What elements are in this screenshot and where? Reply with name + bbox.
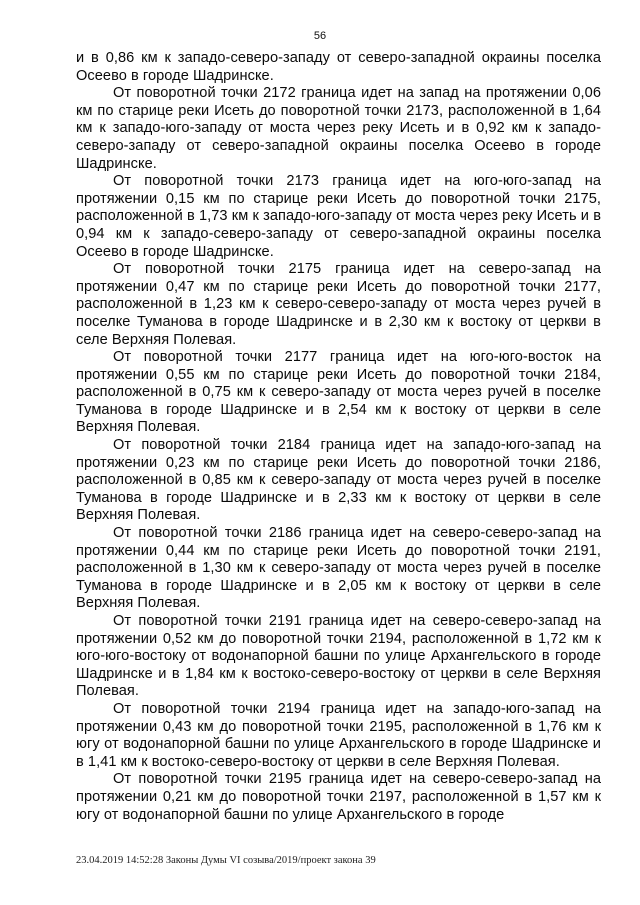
paragraph-continuation: и в 0,86 км к западо-северо-западу от северо-западной окраины поселка Осеево в городе Шадринске. xyxy=(76,50,601,84)
document-body xyxy=(76,50,601,824)
page-number: 56 xyxy=(313,30,327,42)
paragraph-point-2177: От поворотной точки 2177 граница идет на юго-юго-восток на протяжении 0,55 км по старице реки Исеть до поворотной точки 2184, расположенной в 0,75 км к северо-западу от моста через ручей в поселке Туманова в городе Шадринске и в 2,54 км к востоку от церкви в селе Верхняя Полевая. xyxy=(76,349,601,436)
footer-stamp: 23.04.2019 14:52:28 Законы Думы VI созыва/2019/проект закона 39 xyxy=(76,855,376,866)
paragraph-point-2194: От поворотной точки 2194 граница идет на западо-юго-запад на протяжении 0,43 км до поворотной точки 2195, расположенной в 1,76 км к югу от водонапорной башни по улице Архангельского в городе Шадринске и в 1,41 км к востоко-северо-востоку от церкви в селе Верхняя Полевая. xyxy=(76,700,601,770)
paragraph-point-2191: От поворотной точки 2191 граница идет на северо-северо-запад на протяжении 0,52 км до поворотной точки 2194, расположенной в 1,72 км к юго-юго-востоку от водонапорной башни по улице Архангельского в городе Шадринске и в 1,84 км к востоко-северо-востоку от церкви в селе Верхняя Полевая. xyxy=(76,613,601,700)
paragraph-point-2195: От поворотной точки 2195 граница идет на северо-северо-запад на протяжении 0,21 км до поворотной точки 2197, расположенной в 1,57 км к югу от водонапорной башни по улице Архангельского в городе xyxy=(76,771,601,823)
paragraph-point-2175: От поворотной точки 2175 граница идет на северо-запад на протяжении 0,47 км по старице реки Исеть до поворотной точки 2177, расположенной в 1,23 км к северо-северо-западу от моста через ручей в поселке Туманова в городе Шадринске и в 2,30 км к востоку от церкви в селе Верхняя Полевая. xyxy=(76,261,601,348)
paragraph-point-2184: От поворотной точки 2184 граница идет на западо-юго-запад на протяжении 0,23 км по старице реки Исеть до поворотной точки 2186, расположенной в 0,85 км к северо-западу от моста через ручей в поселке Туманова в городе Шадринске и в 2,33 км к востоку от церкви в селе Верхняя Полевая. xyxy=(76,437,601,524)
paragraph-point-2173: От поворотной точки 2173 граница идет на юго-юго-запад на протяжении 0,15 км по старице реки Исеть до поворотной точки 2175, расположенной в 1,73 км к западо-юго-западу от моста через реку Исеть и в 0,94 км к западо-северо-западу от северо-западной окраины поселка Осеево в городе Шадринске. xyxy=(76,173,601,260)
paragraph-point-2186: От поворотной точки 2186 граница идет на северо-северо-запад на протяжении 0,44 км по старице реки Исеть до поворотной точки 2191, расположенной в 1,30 км к северо-западу от моста через ручей в поселке Туманова в городе Шадринске и в 2,05 км к востоку от церкви в селе Верхняя Полевая. xyxy=(76,525,601,612)
paragraph-point-2172: От поворотной точки 2172 граница идет на запад на протяжении 0,06 км по старице реки Исеть до поворотной точки 2173, расположенной в 1,64 км к западо-юго-западу от моста через реку Исеть и в 0,92 км к западо-северо-западу от северо-западной окраины поселка Осеево в городе Шадринске. xyxy=(76,85,601,172)
